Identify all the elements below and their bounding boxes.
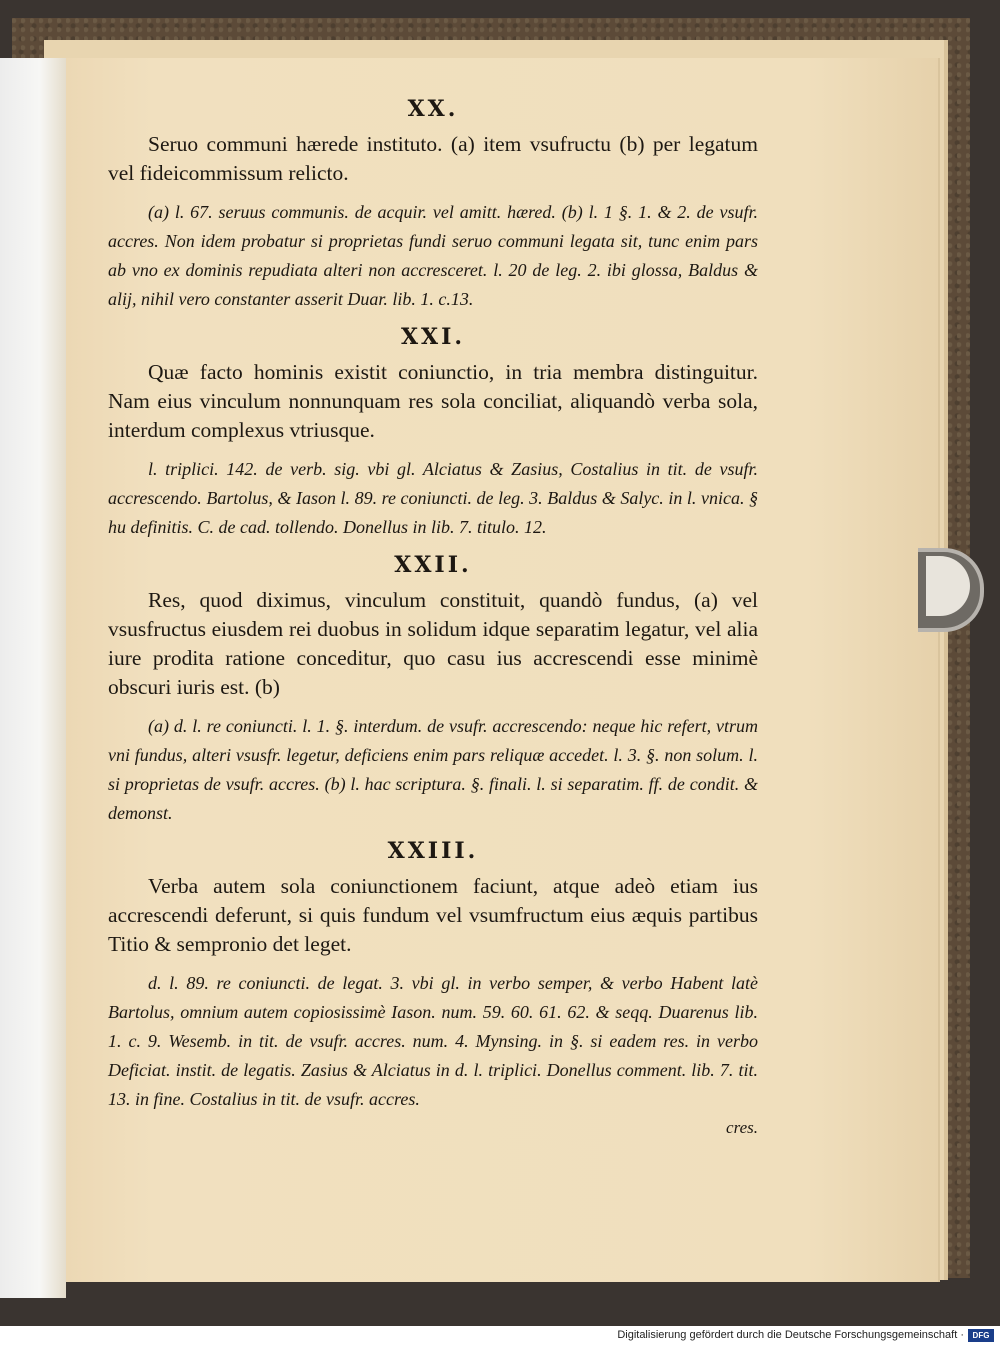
section-body: Res, quod diximus, vinculum constituit, quandò fundus, (a) vel vsusfructus eiusdem rei duobus in solidum idque separatim legatur, vel alia iure prodita ratione conceditur, quo casu ius accrescendi esse minimè obscuri iuris est. (b)	[108, 588, 758, 699]
section-note: l. triplici. 142. de verb. sig. vbi gl. Alciatus & Zasius, Costalius in tit. de vsufr. accrescendo. Bartolus, & Iason l. 89. re coniuncti. de leg. 3. Baldus & Salyc. in l. vnica. § hu definitis. C. de cad. tollendo. Donellus in lib. 7. titulo. 12.	[108, 459, 758, 537]
section-heading: XXIII.	[387, 838, 479, 864]
section-heading: XXII.	[394, 552, 472, 578]
dfg-logo-icon: DFG	[968, 1329, 994, 1342]
section-heading: XX.	[407, 96, 459, 122]
section-body: Seruo communi hærede instituto. (a) item vsufructu (b) per legatum vel fideicommissum relicto.	[108, 132, 758, 185]
section-note: (a) d. l. re coniuncti. l. 1. §. interdum. de vsufr. accrescendo: neque hic refert, vtrum vni fundus, alteri vsusfr. legetur, deficiens enim pars reliquæ accedet. l. 3. §. non solum. l. si proprietas de vsufr. accres. (b) l. hac scriptura. §. finali. l. si separatim. ff. de condit. & demonst.	[108, 716, 758, 823]
section-xx	[108, 96, 758, 314]
footer-credit: Digitalisierung gefördert durch die Deutsche Forschungsgemeinschaft ·	[617, 1329, 964, 1341]
catchword: cres.	[726, 1118, 758, 1137]
section-note: (a) l. 67. seruus communis. de acquir. vel amitt. hæred. (b) l. 1 §. 1. & 2. de vsufr. accres. Non idem probatur si proprietas fundi seruo communi legata sit, tunc enim pars ab vno ex dominis repudiata alteri non accresceret. l. 20 de leg. 2. ibi glossa, Baldus & alij, nihil vero constanter asserit Duar. lib. 1. c.13.	[108, 202, 758, 309]
binding-edge	[0, 58, 66, 1298]
section-heading: XXI.	[400, 324, 466, 350]
section-note: d. l. 89. re coniuncti. de legat. 3. vbi gl. in verbo semper, & verbo Habent latè Bartolus, omnium autem copiosissimè Iason. num. 59. 60. 61. 62. & seqq. Duarenus lib. 1. c. 9. Wesemb. in tit. de vsufr. accres. num. 4. Mynsing. in §. si eadem res. in verbo Deficiat. instit. de legatis. Zasius & Alciatus in d. l. triplici. Donellus comment. lib. 7. tit. 13. in fine. Costalius in tit. de vsufr. accres.	[108, 973, 758, 1109]
footer-bar	[0, 1326, 1000, 1346]
section-xxii	[108, 552, 758, 828]
section-body: Verba autem sola coniunctionem faciunt, atque adeò etiam ius accrescendi deferunt, si quis fundum vel vsumfructum eius æquis partibus Titio & sempronio det leget.	[108, 874, 758, 956]
section-xxi	[108, 324, 758, 542]
page-text	[108, 96, 758, 1138]
section-xxiii	[108, 838, 758, 1114]
section-body: Quæ facto hominis existit coniunctio, in tria membra distinguitur. Nam eius vinculum nonnunquam res sola conciliat, aliquandò verba sola, interdum complexus vtriusque.	[108, 360, 758, 442]
